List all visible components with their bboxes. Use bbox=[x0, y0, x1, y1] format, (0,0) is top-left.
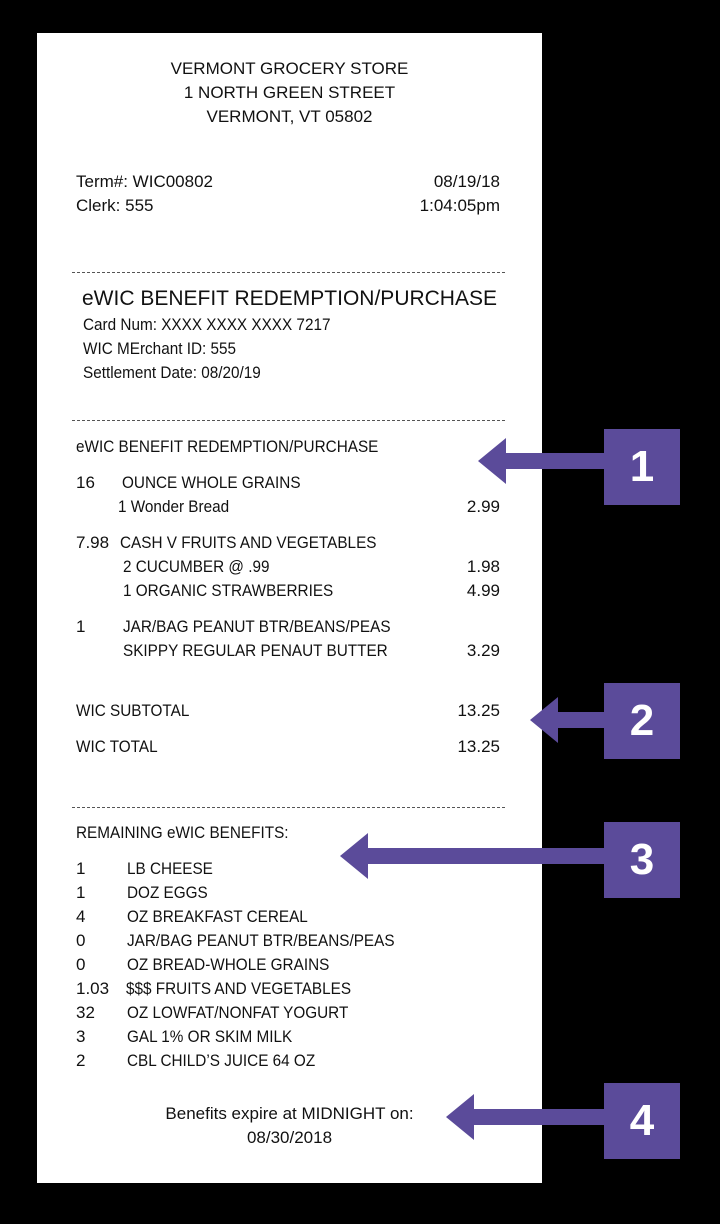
benefit-desc: OZ LOWFAT/NONFAT YOGURT bbox=[127, 1003, 349, 1022]
store-address-line2: VERMONT, VT 05802 bbox=[206, 107, 373, 126]
wic-subtotal-value: 13.25 bbox=[457, 701, 500, 720]
wic-total-value: 13.25 bbox=[457, 737, 500, 756]
benefit-desc: OZ BREAKFAST CEREAL bbox=[127, 907, 308, 926]
callout-arrow-3 bbox=[336, 827, 608, 885]
purchase-group-qty: 16 bbox=[76, 473, 95, 492]
card-number: Card Num: XXXX XXXX XXXX 7217 bbox=[83, 315, 331, 334]
benefit-desc: CBL CHILD’S JUICE 64 OZ bbox=[127, 1051, 316, 1070]
callout-arrow-4 bbox=[442, 1088, 608, 1146]
store-address-line1: 1 NORTH GREEN STREET bbox=[183, 83, 396, 102]
purchase-item-price: 4.99 bbox=[466, 581, 500, 600]
benefit-desc: DOZ EGGS bbox=[127, 883, 208, 902]
benefit-desc: GAL 1% OR SKIM MILK bbox=[127, 1027, 293, 1046]
benefit-qty: 3 bbox=[76, 1027, 86, 1046]
purchase-item: 1 Wonder Bread bbox=[118, 497, 230, 516]
callout-badge-3: 3 bbox=[604, 822, 680, 898]
purchase-item-price: 3.29 bbox=[466, 641, 500, 660]
benefit-qty: 2 bbox=[76, 1051, 86, 1070]
receipt bbox=[37, 33, 542, 1183]
divider bbox=[72, 807, 505, 808]
benefit-desc: $$$ FRUITS AND VEGETABLES bbox=[126, 979, 352, 998]
callout-badge-2: 2 bbox=[604, 683, 680, 759]
merchant-id: WIC MErchant ID: 555 bbox=[83, 339, 237, 358]
benefit-desc: OZ BREAD-WHOLE GRAINS bbox=[127, 955, 330, 974]
benefit-qty: 0 bbox=[76, 931, 86, 950]
remaining-benefits-title: REMAINING eWIC BENEFITS: bbox=[76, 823, 289, 842]
wic-total-label: WIC TOTAL bbox=[76, 737, 158, 756]
purchase-item-price: 1.98 bbox=[466, 557, 500, 576]
purchase-group-category: JAR/BAG PEANUT BTR/BEANS/PEAS bbox=[123, 617, 391, 636]
purchase-group-category: CASH V FRUITS AND VEGETABLES bbox=[120, 533, 377, 552]
purchase-group-qty: 1 bbox=[76, 617, 86, 636]
clerk-id: Clerk: 555 bbox=[76, 196, 154, 215]
purchase-section-title: eWIC BENEFIT REDEMPTION/PURCHASE bbox=[76, 437, 379, 456]
callout-badge-4: 4 bbox=[604, 1083, 680, 1159]
purchase-item: 2 CUCUMBER @ .99 bbox=[123, 557, 270, 576]
callout-arrow-2 bbox=[526, 691, 608, 749]
benefit-desc: LB CHEESE bbox=[127, 859, 213, 878]
transaction-title: eWIC BENEFIT REDEMPTION/PURCHASE bbox=[82, 287, 497, 310]
divider bbox=[72, 420, 505, 421]
benefit-qty: 0 bbox=[76, 955, 86, 974]
store-name: VERMONT GROCERY STORE bbox=[170, 59, 409, 78]
purchase-group-category: OUNCE WHOLE GRAINS bbox=[122, 473, 301, 492]
terminal-number: Term#: WIC00802 bbox=[76, 172, 213, 191]
callout-arrow-1 bbox=[472, 432, 608, 490]
divider bbox=[72, 272, 505, 273]
benefit-qty: 1.03 bbox=[76, 979, 110, 998]
settlement-date: Settlement Date: 08/20/19 bbox=[83, 363, 261, 382]
benefit-qty: 4 bbox=[76, 907, 86, 926]
benefit-desc: JAR/BAG PEANUT BTR/BEANS/PEAS bbox=[127, 931, 395, 950]
benefit-qty: 32 bbox=[76, 1003, 95, 1022]
benefit-qty: 1 bbox=[76, 859, 86, 878]
purchase-group-qty: 7.98 bbox=[76, 533, 110, 552]
purchase-item: SKIPPY REGULAR PENAUT BUTTER bbox=[123, 641, 388, 660]
wic-subtotal-label: WIC SUBTOTAL bbox=[76, 701, 190, 720]
callout-badge-1: 1 bbox=[604, 429, 680, 505]
purchase-item-price: 2.99 bbox=[466, 497, 500, 516]
expiry-date: 08/30/2018 bbox=[246, 1128, 333, 1147]
receipt-date: 08/19/18 bbox=[433, 172, 500, 191]
purchase-item: 1 ORGANIC STRAWBERRIES bbox=[123, 581, 334, 600]
receipt-time: 1:04:05pm bbox=[419, 196, 500, 215]
expiry-notice: Benefits expire at MIDNIGHT on: bbox=[165, 1104, 414, 1123]
benefit-qty: 1 bbox=[76, 883, 86, 902]
